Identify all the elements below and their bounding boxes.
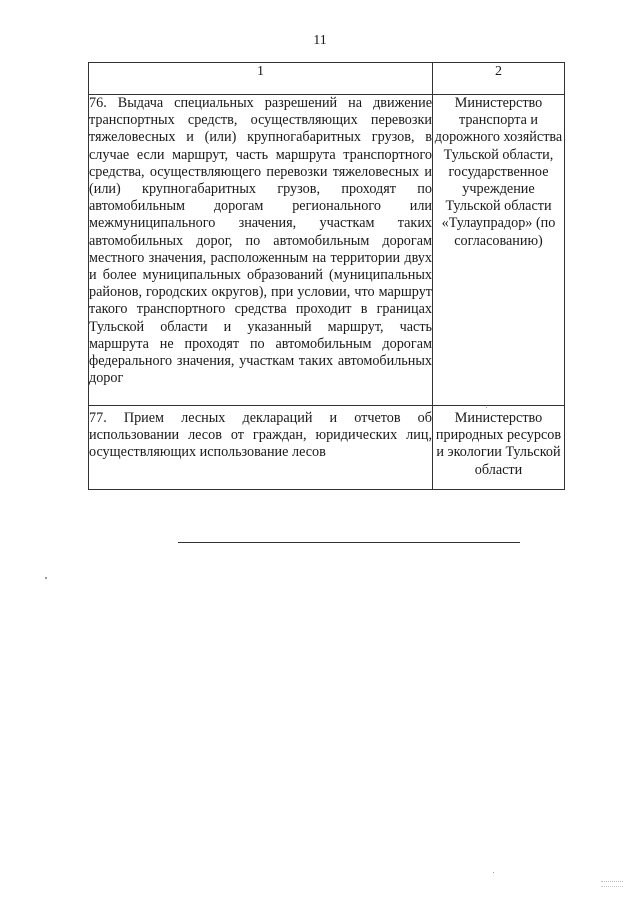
closing-rule bbox=[178, 542, 520, 543]
scan-speck bbox=[493, 872, 494, 873]
scan-artifact-mark bbox=[601, 881, 623, 887]
table-row bbox=[89, 95, 565, 406]
service-description-76: 76. Выдача специальных разрешений на движение транспортных средств, осуществляющих перевозки тяжеловесных и (или) крупногабаритных грузов, в случае если маршрут, часть маршрута транспортного средства, осуществляющего перевозки тяжеловесных и (или) крупногабаритных грузов, проходят по автомобильным дорогам регионального или межмуниципального значения, участкам таких автомобильных дорог, по автомобильным дорогам местного значения, расположенным на территории двух и более муниципальных образований (муниципальных районов, городских округов), при условии, что маршрут такого транспортного средства проходит в границах Тульской области и указанный маршрут, часть маршрута не проходят по автомобильным дорогам федерального значения, участкам таких автомобильных дорог bbox=[89, 95, 433, 406]
scan-speck bbox=[486, 407, 487, 408]
page-number: 11 bbox=[313, 33, 327, 48]
column-header-1: 1 bbox=[89, 63, 433, 95]
table-row bbox=[89, 406, 565, 490]
responsible-organization-77: Министерство природных ресурсов и экологии Тульской области bbox=[433, 406, 565, 490]
services-table bbox=[88, 62, 565, 490]
scan-speck bbox=[45, 577, 47, 579]
table-header-row bbox=[89, 63, 565, 95]
responsible-organization-76: Министерство транспорта и дорожного хозяйства Тульской области, государственное учреждение Тульской области «Тулаупрадор» (по согласованию) bbox=[433, 95, 565, 406]
service-description-77: 77. Прием лесных деклараций и отчетов об использовании лесов от граждан, юридических лиц, осуществляющих использование лесов bbox=[89, 406, 433, 490]
column-header-2: 2 bbox=[433, 63, 565, 95]
